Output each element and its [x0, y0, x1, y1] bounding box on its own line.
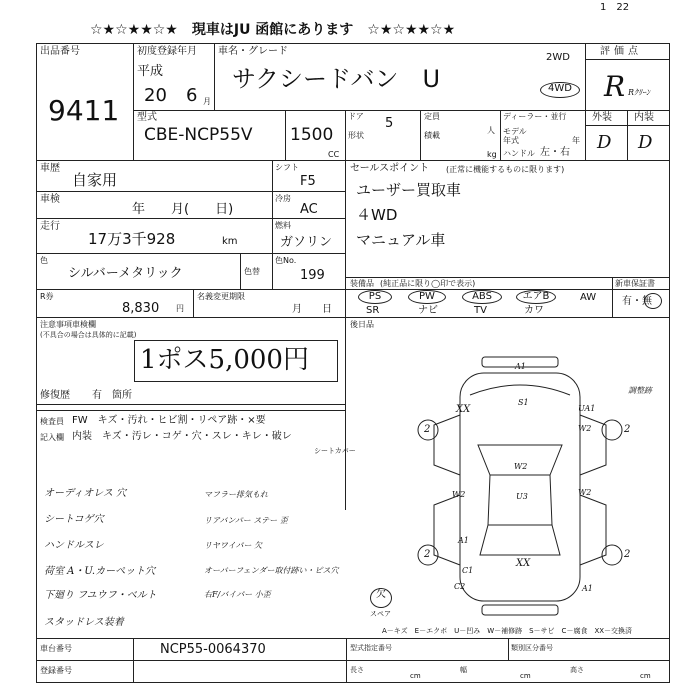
mileage-unit: km	[222, 236, 238, 247]
fuel-label: 燃料	[275, 221, 291, 230]
color-no-label: 色No.	[275, 256, 297, 265]
ac-value: AC	[300, 202, 318, 217]
model-year-label: モデル年式	[503, 127, 527, 145]
doors-value: 5	[385, 116, 394, 131]
equip-tv: TV	[474, 305, 487, 316]
length-label: 長さ	[350, 666, 364, 674]
eval-label: 評価点	[600, 46, 642, 57]
lot-label: 出品番号	[40, 46, 80, 57]
height-unit: cm	[640, 672, 651, 680]
mark-w2-center: W2	[514, 462, 528, 471]
note-mid-2: リアバンパー ステー 歪	[204, 516, 288, 525]
color-change-label: 色替	[244, 267, 260, 276]
note-mid-3: リヤワイパー 欠	[204, 541, 262, 550]
width-label: 幅	[460, 666, 467, 674]
mark-c1: C1	[462, 566, 474, 575]
inspection-label: 車検	[40, 194, 60, 205]
tire-rl: 2	[424, 549, 431, 560]
lot-number: 9411	[48, 94, 120, 127]
note-left-2: シートコゲ穴	[44, 514, 104, 525]
history-label: 車歴	[40, 163, 60, 174]
note-left-4: 荷室 A・U.カーペット穴	[44, 566, 156, 577]
mark-s1: S1	[518, 398, 529, 407]
history-value: 自家用	[72, 171, 118, 189]
reg-date-label: 初度登録年月	[137, 46, 197, 57]
mileage-label: 走行	[40, 221, 60, 232]
sales-item-1: ユーザー買取車	[356, 181, 462, 199]
equip-leather: カワ	[524, 305, 544, 316]
class-no-label: 類別区分番号	[511, 644, 553, 652]
drive-2wd: 2WD	[546, 52, 570, 63]
car-name: サクシードバン U	[232, 65, 441, 93]
repair-value: 有 箇所	[92, 390, 132, 401]
note-mid-1: マフラー排気もれ	[204, 490, 268, 499]
notes-sub: (不具合の場合は具体的に記載)	[40, 331, 137, 339]
warranty-circle	[644, 293, 662, 309]
warranty-value: 有・無	[622, 296, 652, 307]
reg-year: 20	[144, 85, 167, 106]
notes-label: 注意事項車検欄	[40, 320, 96, 329]
reg-month-unit: 月	[203, 97, 211, 106]
ext-grade: D	[597, 132, 612, 153]
damage-legend: A－キズ E－エクボ U－凹み W－補修跡 S－サビ C－腐食 XX－交換済	[382, 627, 633, 635]
sales-item-2: ４WD	[356, 206, 398, 224]
mark-a1-top: A1	[515, 362, 526, 371]
shift-label: シフト	[275, 163, 299, 172]
length-unit: cm	[410, 672, 421, 680]
inspector-label2: 記入欄	[40, 433, 64, 442]
inspection-value: 年 月( 日)	[132, 202, 234, 217]
displacement-unit: CC	[328, 150, 340, 159]
price-note: 1ポス5,000円	[140, 345, 309, 375]
mileage-value: 17万3千928	[88, 230, 176, 248]
mark-w2-r2: W2	[578, 488, 592, 497]
chassis-label: 車台番号	[40, 644, 72, 653]
expiry-value: 月 日	[292, 304, 332, 315]
car-name-label: 車名・グレード	[218, 46, 288, 57]
repair-label: 修復歴	[40, 390, 70, 401]
equip-pw: PW	[408, 290, 446, 304]
mark-u3: U3	[516, 492, 528, 501]
capacity-label: 定員	[424, 112, 440, 121]
equip-airbag: エアB	[516, 290, 556, 304]
displacement-value: 1500	[290, 125, 334, 145]
mark-w2-left: W2	[452, 490, 466, 499]
dealer-label: ディーラー・並行	[503, 112, 567, 121]
recycle-unit: 円	[176, 304, 184, 313]
warranty-label: 新車保証書	[615, 279, 655, 288]
mark-c2: C2	[454, 582, 466, 591]
doors-label: ドア	[348, 112, 364, 121]
spare-label: スペア	[370, 610, 391, 618]
equipment-note: (純正品に限り◯印で表示)	[380, 279, 476, 288]
equip-sr: SR	[366, 305, 380, 316]
model-label: 型式	[137, 112, 157, 123]
equip-navi: ナビ	[418, 305, 438, 316]
note-left-3: ハンドルスレ	[44, 540, 104, 551]
ac-label: 冷房	[275, 194, 291, 203]
note-left-5: 下廻り フユウフ・ベルト	[44, 590, 157, 601]
reg-era: 平成	[137, 64, 164, 79]
year-unit: 年	[572, 136, 580, 145]
model-value: CBE-NCP55V	[144, 125, 253, 145]
color-no: 199	[300, 268, 325, 283]
tire-fl: 2	[424, 424, 431, 435]
equip-aw: AW	[580, 292, 597, 303]
header-corner: 1 22	[600, 2, 630, 13]
color-label: 色	[40, 256, 48, 265]
adjust-note: 調整跡	[628, 386, 652, 395]
note-left-6: スタッドレス装着	[44, 617, 124, 628]
inspector-label1: 検査員	[40, 417, 64, 426]
type-no-label: 型式指定番号	[350, 644, 392, 652]
handle-value: 左・右	[540, 147, 570, 158]
int-grade: D	[638, 132, 653, 153]
inspector-row1: FW キズ・汚れ・ヒビ割・リペア跡・×要	[72, 415, 266, 426]
mark-ua1: UA1	[578, 404, 596, 413]
car-damage-diagram	[400, 355, 670, 625]
recycle-value: 8,830	[122, 301, 160, 316]
sales-item-3: マニュアル車	[356, 231, 446, 249]
sales-note: (正常に機能するものに限ります)	[446, 165, 565, 174]
capacity-unit: 人	[487, 126, 495, 135]
fuel-value: ガソリン	[280, 235, 333, 250]
handle-label: ハンドル	[503, 149, 535, 158]
height-label: 高さ	[570, 666, 584, 674]
mark-w2-right: W2	[578, 424, 592, 433]
mark-a1-rear: A1	[582, 584, 593, 593]
int-label: 内装	[634, 112, 654, 123]
tire-rr: 2	[624, 549, 631, 560]
sales-label: セールスポイント	[350, 163, 430, 174]
ext-label: 外装	[592, 112, 612, 123]
load-label: 積載	[424, 131, 440, 140]
recycle-label: R券	[40, 292, 54, 301]
rear-seat-label: 後日品	[350, 320, 374, 329]
shift-value: F5	[300, 174, 316, 189]
eval-note: Rｸﾘｰﾝ	[628, 88, 651, 97]
equipment-label: 装備品	[350, 279, 374, 288]
load-unit: kg	[487, 150, 497, 159]
inspector-row2: 内装 キズ・汚レ・コゲ・穴・スレ・キレ・破レ	[72, 431, 292, 442]
note-mid-4: オーバーフェンダー取付跡い・ピス穴	[204, 566, 339, 575]
mark-xx-rear: XX	[516, 558, 531, 569]
chassis-value: NCP55-0064370	[160, 642, 266, 657]
seat-cover-label: シートカバー	[314, 447, 356, 455]
drive-4wd: 4WD	[540, 82, 580, 98]
color-value: シルバーメタリック	[68, 266, 183, 281]
header-banner: ☆★☆★★☆★ 現車はJU 函館にあります ☆★☆★★☆★	[90, 22, 456, 38]
tire-fr: 2	[624, 424, 631, 435]
shape-label: 形状	[348, 131, 364, 140]
spare-mark: 欠	[370, 588, 392, 608]
equip-abs: ABS	[462, 290, 502, 304]
mark-a1-low: A1	[458, 536, 469, 545]
registration-label: 登録番号	[40, 666, 72, 675]
equip-ps: PS	[358, 290, 392, 304]
expiry-label: 名義変更期限	[197, 292, 245, 301]
width-unit: cm	[520, 672, 531, 680]
note-mid-5: 右F/バイパー 小歪	[204, 590, 271, 599]
reg-month: 6	[186, 85, 198, 106]
eval-score: R	[604, 70, 626, 103]
mark-xx-left: XX	[456, 404, 471, 415]
note-left-1: オーディオレス 穴	[44, 488, 127, 499]
